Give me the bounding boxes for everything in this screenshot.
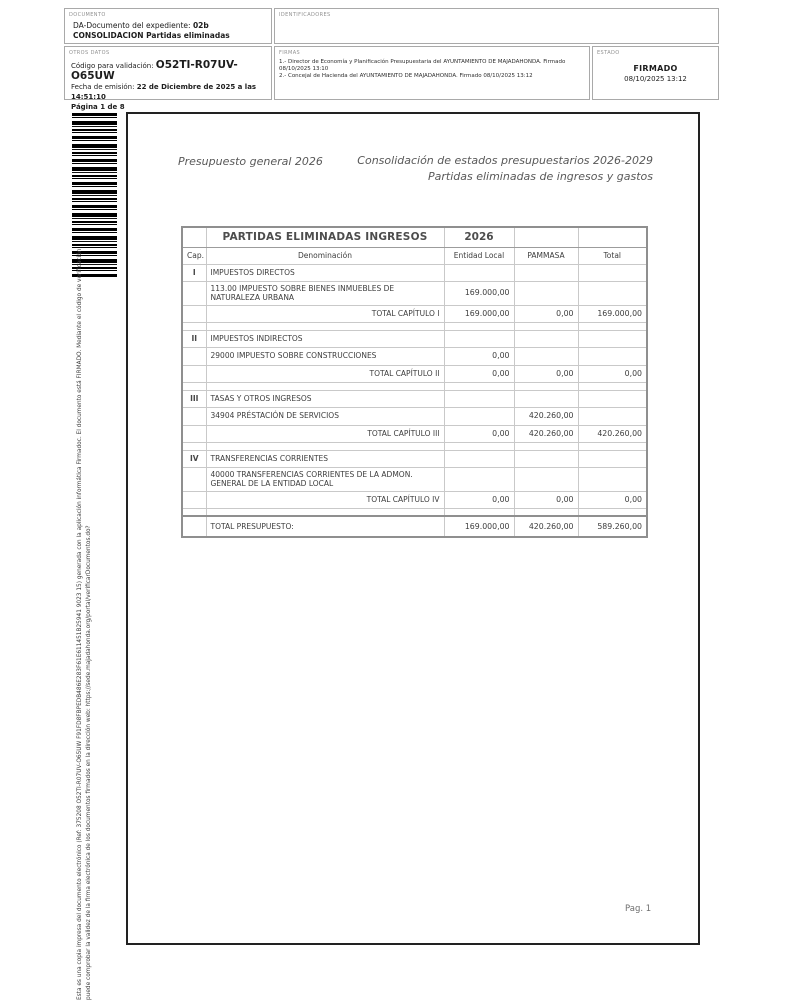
- verification-note-line2: puede comprobar la validez de la firma electrónica de los documentos firmados en la dirección web: https://sede.majadahonda.org/portal/verificarDocumentos.do?: [86, 525, 92, 1000]
- section-row: [182, 330, 647, 347]
- emission-value: 22 de Diciembre de 2025 a las 14:51:10: [71, 83, 257, 101]
- empty-cell: [514, 390, 578, 407]
- cap-cell: IV: [182, 450, 206, 467]
- validation-prefix: Código para validación:: [71, 62, 156, 70]
- empty-cell: [578, 330, 647, 347]
- identificadores-label: IDENTIFICADORES: [279, 12, 331, 18]
- chapter-total-pammasa: 0,00: [514, 365, 578, 382]
- empty-cell: [206, 322, 444, 330]
- consolidation-title-line1: Consolidación de estados presupuestarios 2026-2029: [357, 154, 653, 167]
- emission-line: [71, 82, 267, 102]
- chapter-total-row: [182, 491, 647, 508]
- budget-table-container: [181, 226, 648, 538]
- item-row: [182, 281, 647, 305]
- item-entidad-cell: [444, 407, 514, 425]
- expediente-value: 02b: [192, 21, 209, 30]
- status-badge: FIRMADO: [633, 64, 678, 73]
- chapter-total-pammasa: 420.260,00: [514, 425, 578, 442]
- verification-note-line1: Esta es una copia impresa del documento electrónico (Ref: 375208 O52TI-R07UV-O65UW F91FD8FBPEDB486E283F61E611451B25941 9023 15) generada con la aplicación informática Firmadoc. El documento está FIRMADO. Mediante el código de verificación: [77, 248, 83, 1000]
- otros-datos-label: OTROS DATOS: [69, 50, 110, 56]
- empty-cell: [444, 264, 514, 281]
- item-entidad-cell: 169.000,00: [444, 281, 514, 305]
- section-row: [182, 264, 647, 281]
- emission-prefix: Fecha de emisión:: [71, 83, 137, 91]
- documento-label: DOCUMENTO: [69, 12, 106, 18]
- validation-code: O52TI-R07UV-O65UW: [71, 59, 238, 82]
- chapter-total-label: TOTAL CAPÍTULO IV: [206, 491, 444, 508]
- estado-content: [593, 56, 718, 83]
- empty-cell: [444, 450, 514, 467]
- budget-table: [181, 226, 648, 538]
- chapter-total-pammasa: 0,00: [514, 305, 578, 322]
- chapter-total-row: [182, 305, 647, 322]
- cap-cell: II: [182, 330, 206, 347]
- section-name-cell: TRANSFERENCIAS CORRIENTES: [206, 450, 444, 467]
- empty-cell: [182, 347, 206, 365]
- empty-cell: [206, 508, 444, 516]
- item-entidad-cell: [444, 467, 514, 491]
- firmas-content: [275, 56, 589, 81]
- item-total-cell: [578, 467, 647, 491]
- table-title: PARTIDAS ELIMINADAS INGRESOS: [206, 227, 444, 247]
- page-info: Página 1 de 8: [71, 103, 125, 111]
- empty-cell: [182, 516, 206, 537]
- empty-cell: [182, 508, 206, 516]
- empty-cell: [182, 491, 206, 508]
- spacer-row: [182, 508, 647, 516]
- item-row: [182, 467, 647, 491]
- empty-cell: [578, 322, 647, 330]
- empty-cell: [514, 330, 578, 347]
- empty-cell: [514, 508, 578, 516]
- spacer-row: [182, 382, 647, 390]
- item-total-cell: [578, 407, 647, 425]
- documento-box: [64, 8, 272, 44]
- grand-total-row: [182, 516, 647, 537]
- document-page: [126, 112, 700, 945]
- chapter-total-entidad: 0,00: [444, 491, 514, 508]
- col-header-pammasa: PAMMASA: [514, 247, 578, 264]
- empty-cell: [444, 442, 514, 450]
- empty-cell: [578, 508, 647, 516]
- empty-cell: [182, 382, 206, 390]
- validation-line: [71, 60, 267, 82]
- firma-line-1: 1.- Director de Economía y Planificación Presupuestaria del AYUNTAMIENTO DE MAJADAHONDA. Firmado 08/10/2025 13:10: [279, 59, 566, 73]
- empty-cell: [182, 227, 206, 247]
- empty-cell: [444, 390, 514, 407]
- chapter-total-label: TOTAL CAPÍTULO I: [206, 305, 444, 322]
- col-header-total: Total: [578, 247, 647, 264]
- empty-cell: [444, 330, 514, 347]
- section-row: [182, 450, 647, 467]
- col-header-entidad: Entidad Local: [444, 247, 514, 264]
- item-pammasa-cell: [514, 467, 578, 491]
- item-entidad-cell: 0,00: [444, 347, 514, 365]
- col-header-cap: Cap.: [182, 247, 206, 264]
- item-desc-cell: 34904 PRÉSTACIÓN DE SERVICIOS: [206, 407, 444, 425]
- firma-line-2: 2.- Concejal de Hacienda del AYUNTAMIENTO DE MAJADAHONDA. Firmado 08/10/2025 13:12: [279, 73, 533, 80]
- grand-total-total: 589.260,00: [578, 516, 647, 537]
- consolidation-title-line2: Partidas eliminadas de ingresos y gastos: [427, 170, 653, 183]
- chapter-total-label: TOTAL CAPÍTULO II: [206, 365, 444, 382]
- empty-cell: [182, 442, 206, 450]
- chapter-total-label: TOTAL CAPÍTULO III: [206, 425, 444, 442]
- chapter-total-entidad: 169.000,00: [444, 305, 514, 322]
- empty-cell: [444, 508, 514, 516]
- empty-cell: [514, 322, 578, 330]
- grand-total-label: TOTAL PRESUPUESTO:: [206, 516, 444, 537]
- item-pammasa-cell: [514, 281, 578, 305]
- empty-cell: [578, 382, 647, 390]
- empty-cell: [182, 365, 206, 382]
- item-desc-cell: 29000 IMPUESTO SOBRE CONSTRUCCIONES: [206, 347, 444, 365]
- spacer-row: [182, 442, 647, 450]
- empty-cell: [444, 322, 514, 330]
- firmas-label: FIRMAS: [279, 50, 301, 56]
- item-pammasa-cell: 420.260,00: [514, 407, 578, 425]
- section-name-cell: IMPUESTOS DIRECTOS: [206, 264, 444, 281]
- cap-cell: I: [182, 264, 206, 281]
- empty-cell: [182, 281, 206, 305]
- empty-cell: [578, 264, 647, 281]
- section-name-cell: TASAS Y OTROS INGRESOS: [206, 390, 444, 407]
- chapter-total-total: 0,00: [578, 365, 647, 382]
- estado-box: [592, 46, 719, 100]
- verification-note: [76, 248, 96, 1000]
- documento-title: CONSOLIDACION Partidas eliminadas: [73, 30, 230, 40]
- budget-title: Presupuesto general 2026: [178, 155, 323, 168]
- grand-total-pammasa: 420.260,00: [514, 516, 578, 537]
- empty-cell: [514, 264, 578, 281]
- empty-cell: [206, 382, 444, 390]
- chapter-total-total: 420.260,00: [578, 425, 647, 442]
- empty-cell: [514, 382, 578, 390]
- expediente-line: [73, 21, 267, 31]
- consolidation-title: [128, 153, 653, 185]
- col-header-denominacion: Denominación: [206, 247, 444, 264]
- item-desc-cell: 40000 TRANSFERENCIAS CORRIENTES DE LA ADMON. GENERAL DE LA ENTIDAD LOCAL: [206, 467, 444, 491]
- chapter-total-total: 0,00: [578, 491, 647, 508]
- empty-cell: [578, 227, 647, 247]
- table-year: 2026: [444, 227, 514, 247]
- otros-datos-content: [65, 56, 271, 112]
- chapter-total-entidad: 0,00: [444, 425, 514, 442]
- empty-cell: [182, 425, 206, 442]
- otros-datos-box: [64, 46, 272, 111]
- chapter-total-row: [182, 365, 647, 382]
- chapter-total-pammasa: 0,00: [514, 491, 578, 508]
- item-row: [182, 347, 647, 365]
- spacer-row: [182, 322, 647, 330]
- empty-cell: [444, 382, 514, 390]
- section-row: [182, 390, 647, 407]
- chapter-total-entidad: 0,00: [444, 365, 514, 382]
- chapter-total-total: 169.000,00: [578, 305, 647, 322]
- cap-cell: III: [182, 390, 206, 407]
- item-row: [182, 407, 647, 425]
- empty-cell: [182, 322, 206, 330]
- page-number: Pag. 1: [625, 904, 652, 914]
- empty-cell: [182, 467, 206, 491]
- expediente-prefix: DA-Documento del expediente:: [73, 21, 193, 30]
- firmas-box: [274, 46, 590, 100]
- item-total-cell: [578, 281, 647, 305]
- grand-total-entidad: 169.000,00: [444, 516, 514, 537]
- identificadores-box: [274, 8, 719, 44]
- section-name-cell: IMPUESTOS INDIRECTOS: [206, 330, 444, 347]
- item-desc-cell: 113.00 IMPUESTO SOBRE BIENES INMUEBLES DE NATURALEZA URBANA: [206, 281, 444, 305]
- empty-cell: [578, 390, 647, 407]
- item-total-cell: [578, 347, 647, 365]
- empty-cell: [206, 442, 444, 450]
- chapter-total-row: [182, 425, 647, 442]
- empty-cell: [514, 227, 578, 247]
- empty-cell: [578, 450, 647, 467]
- empty-cell: [514, 450, 578, 467]
- table-title-row: [182, 227, 647, 247]
- empty-cell: [182, 305, 206, 322]
- status-datetime: 08/10/2025 13:12: [624, 75, 687, 83]
- empty-cell: [182, 407, 206, 425]
- empty-cell: [578, 442, 647, 450]
- documento-content: [65, 18, 271, 40]
- item-pammasa-cell: [514, 347, 578, 365]
- column-header-row: [182, 247, 647, 264]
- empty-cell: [514, 442, 578, 450]
- estado-label: ESTADO: [597, 50, 620, 56]
